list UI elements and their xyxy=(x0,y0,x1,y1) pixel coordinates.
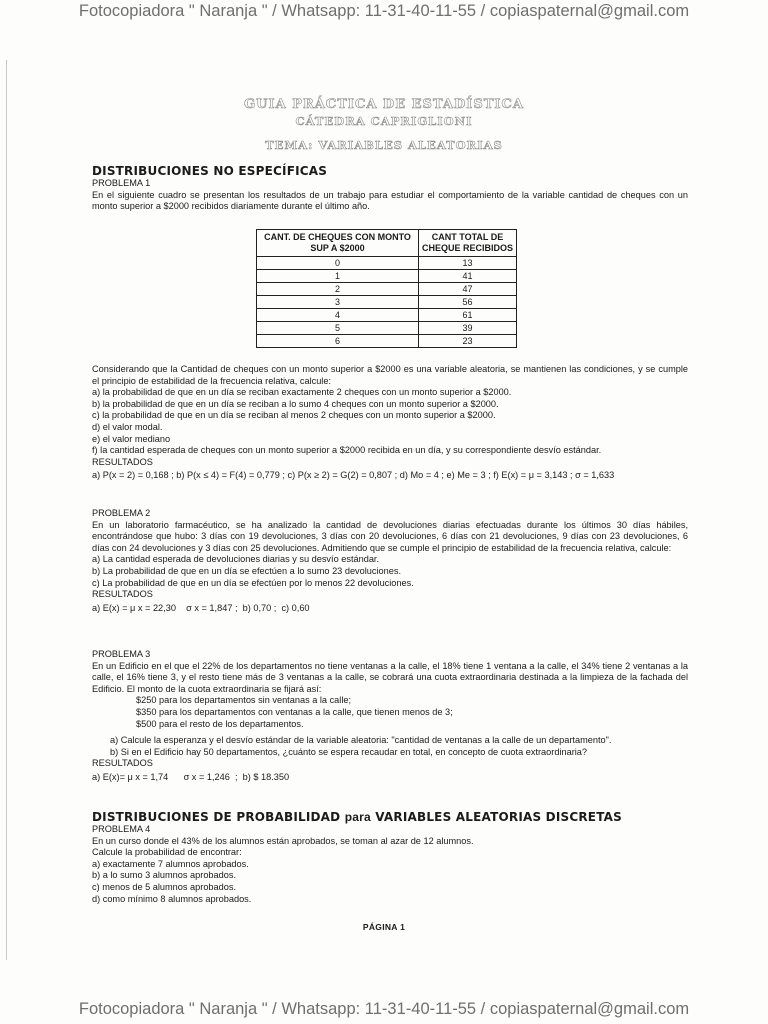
list-item: b) La probabilidad de que en un día se efectúen a lo sumo 23 devoluciones. xyxy=(92,565,402,576)
list-item: b) a lo sumo 3 alumnos aprobados. xyxy=(92,870,237,881)
problem-3 xyxy=(92,649,688,784)
table-cell: 23 xyxy=(419,335,517,348)
list-item: f) la cantidad esperada de cheques con un monto superior a $2000 recibida en un día, y su correspondiente desvío estándar. xyxy=(92,445,602,456)
list-item: $350 para los departamentos con ventanas a la calle, que tienen menos de 3; xyxy=(136,706,453,717)
problem-3-label: PROBLEMA 3 xyxy=(92,649,151,659)
problem-2 xyxy=(92,508,688,614)
table-cell: 3 xyxy=(257,296,419,309)
list-item: b) Si en el Edificio hay 50 departamentos, ¿cuánto se espera recaudar en total, en concepto de cuota extraordinaria? xyxy=(110,746,588,757)
section-2-title-part: DISTRIBUCIONES DE PROBABILIDAD xyxy=(92,810,345,824)
section-1 xyxy=(92,164,688,213)
section-1-title: DISTRIBUCIONES NO ESPECÍFICAS xyxy=(92,164,328,178)
list-item: a) Calcule la esperanza y el desvío estándar de la variable aleatoria: "cantidad de ventanas a la calle de un departamento". xyxy=(110,735,612,746)
section-2-title xyxy=(92,810,688,824)
results-text: a) E(x)= μ x = 1,74 σ x = 1,246 ; b) $ 18.350 xyxy=(92,771,290,782)
table-row xyxy=(257,322,517,335)
results-text: a) P(x = 2) = 0,168 ; b) P(x ≤ 4) = F(4) = 0,779 ; c) P(x ≥ 2) = G(2) = 0,807 ; d) Mo = 4 ; e) Me = 3 ; f) E(x) = μ = 3,143 ; σ = 1,633 xyxy=(92,470,615,481)
results-label: RESULTADOS xyxy=(92,456,153,467)
table-cell: 5 xyxy=(257,322,419,335)
table-header-cell: CANT. DE CHEQUES CON MONTO SUP A $2000 xyxy=(257,230,419,257)
table-cell: 2 xyxy=(257,283,419,296)
table-header-row xyxy=(257,230,517,257)
table-cell: 56 xyxy=(419,296,517,309)
list-item: e) el valor mediano xyxy=(92,433,171,444)
list-item: d) el valor modal. xyxy=(92,421,163,432)
list-item: a) La cantidad esperada de devoluciones diarias y su desvío estándar. xyxy=(92,554,380,565)
list-item: c) La probabilidad de que en un día se efectúen por lo menos 22 devoluciones. xyxy=(92,577,414,588)
results-label: RESULTADOS xyxy=(92,758,153,769)
table-header-cell: CANT TOTAL DE CHEQUE RECIBIDOS xyxy=(419,230,517,257)
problem-3-intro: En un Edificio en el que el 22% de los departamentos no tiene ventanas a la calle, el 18% tiene 1 ventana a la calle, el 34% tiene 2 ventanas a la calle, el 16% tiene 3, y el resto tiene más de 3 ventanas a la calle, se cobrará una cuota extraordinaria destinada a la limpieza de la fachada del Edificio. El monto de la cuota extraordinaria se fijará así: xyxy=(92,660,688,694)
table-cell: 4 xyxy=(257,309,419,322)
list-item: a) exactamente 7 alumnos aprobados. xyxy=(92,858,249,869)
table-cell: 47 xyxy=(419,283,517,296)
list-item: d) como mínimo 8 alumnos aprobados. xyxy=(92,893,252,904)
table-row xyxy=(257,335,517,348)
table-row xyxy=(257,283,517,296)
results-text: a) E(x) = μ x = 22,30 σ x = 1,847 ; b) 0,70 ; c) 0,60 xyxy=(92,602,310,613)
page-number: PÁGINA 1 xyxy=(362,922,406,932)
list-item: $500 para el resto de los departamentos. xyxy=(136,718,304,729)
problem-1-body xyxy=(92,364,688,482)
section-2-title-part: VARIABLES ALEATORIAS DISCRETAS xyxy=(370,810,622,824)
document-subtitle: CÁTEDRA CAPRIGLIONI xyxy=(295,114,473,128)
watermark-top: Fotocopiadora " Naranja " / Whatsapp: 11-31-40-11-55 / copiaspaternal@gmail.com xyxy=(78,2,690,20)
table-row xyxy=(257,309,517,322)
table-cell: 13 xyxy=(419,257,517,270)
document-topic: TEMA: VARIABLES ALEATORIAS xyxy=(265,138,503,152)
problem-4-label: PROBLEMA 4 xyxy=(92,824,151,834)
section-2-title-part: para xyxy=(344,810,371,824)
problem-4-intro: En un curso donde el 43% de los alumnos están aprobados, se toman al azar de 12 alumnos. xyxy=(92,835,474,846)
list-item: $250 para los departamentos sin ventanas a la calle; xyxy=(136,695,352,706)
table-row xyxy=(257,257,517,270)
document-title: GUIA PRÁCTICA DE ESTADÍSTICA xyxy=(244,97,524,112)
list-item: c) menos de 5 alumnos aprobados. xyxy=(92,881,237,892)
problem-1-statement: Considerando que la Cantidad de cheques con un monto superior a $2000 es una variable aleatoria, se mantienen las condiciones, y se cumple el principio de estabilidad de la frecuencia relativa, calcule: xyxy=(92,364,688,386)
table-cell: 61 xyxy=(419,309,517,322)
problem-1-intro: En el siguiente cuadro se presentan los resultados de un trabajo para estudiar el comportamiento de la variable cantidad de cheques con un monto superior a $2000 recibidos diariamente durante el último año. xyxy=(92,189,688,212)
table-cell: 41 xyxy=(419,270,517,283)
frequency-table xyxy=(256,229,517,348)
table-cell: 6 xyxy=(257,335,419,348)
problem-2-intro: En un laboratorio farmacéutico, se ha analizado la cantidad de devoluciones diarias efectuadas durante los últimos 30 días hábiles, encontrándose que hubo: 3 días con 19 devoluciones, 3 días con 20 devoluciones, 6 días con 21 devoluciones, 9 días con 23 devoluciones, 6 días con 24 devoluciones y 3 días con 25 devoluciones. Admitiendo que se cumple el principio de estabilidad de la frecuencia relativa, calcule: xyxy=(92,519,688,553)
results-label: RESULTADOS xyxy=(92,589,153,600)
problem-4-prompt: Calcule la probabilidad de encontrar: xyxy=(92,847,242,858)
section-2 xyxy=(92,810,688,905)
table-cell: 39 xyxy=(419,322,517,335)
list-item: a) la probabilidad de que en un día se reciban exactamente 2 cheques con un monto superior a $2000. xyxy=(92,387,512,398)
table-row xyxy=(257,296,517,309)
list-item: c) la probabilidad de que en un día se reciban al menos 2 cheques con un monto superior a $2000. xyxy=(92,410,496,421)
problem-1-label: PROBLEMA 1 xyxy=(92,178,151,188)
list-item: b) la probabilidad de que en un día se reciban a lo sumo 4 cheques con un monto superior a $2000. xyxy=(92,398,499,409)
table-cell: 1 xyxy=(257,270,419,283)
watermark-bottom: Fotocopiadora " Naranja " / Whatsapp: 11-31-40-11-55 / copiaspaternal@gmail.com xyxy=(78,1000,690,1018)
problem-2-label: PROBLEMA 2 xyxy=(92,508,151,518)
table-cell: 0 xyxy=(257,257,419,270)
table-row xyxy=(257,270,517,283)
scan-edge-line xyxy=(6,60,7,960)
